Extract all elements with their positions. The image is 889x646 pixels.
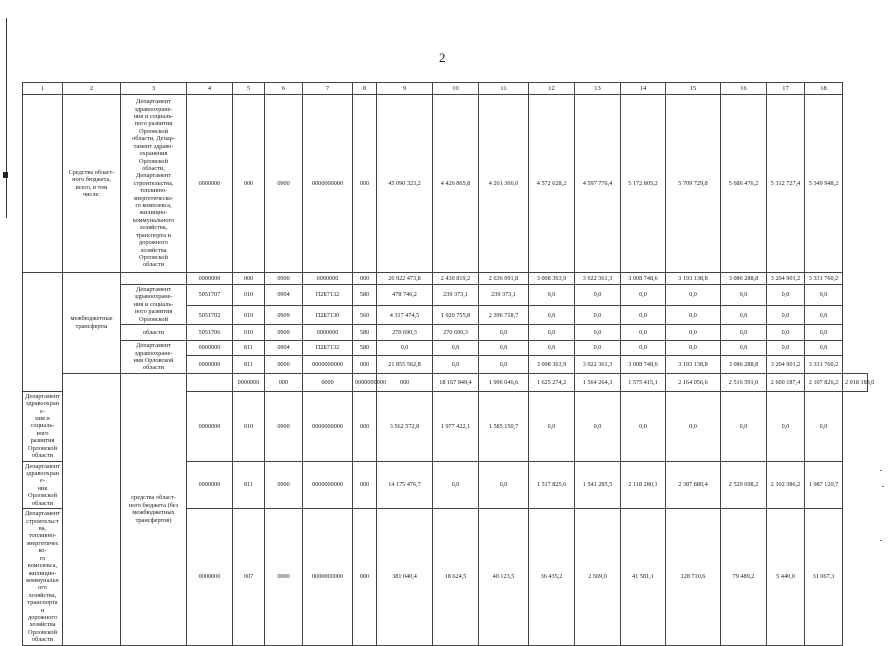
amount-cell: 2 118 280,1 [621, 461, 666, 509]
header-cell: 12 [529, 83, 575, 95]
amount-cell: 1 564 264,3 [575, 373, 621, 391]
code-cell: 0900 [265, 95, 303, 273]
amount-cell: 0,0 [666, 306, 721, 325]
code-cell: 0000000 [303, 325, 353, 341]
funding-source-cell: средства облаcт- ного бюджета (без межбюджетных трансфертов) [121, 373, 187, 645]
amount-cell: 0,0 [575, 306, 621, 325]
amount-cell: 4 426 865,8 [433, 95, 479, 273]
amount-cell: 3 008 748,6 [621, 356, 666, 374]
table-row [23, 273, 868, 285]
header-cell: 18 [805, 83, 843, 95]
amount-cell: 1 987 120,7 [805, 461, 843, 509]
code-cell: 0904 [265, 341, 303, 356]
code-cell: 000 [353, 391, 377, 461]
left-margin-mark [3, 172, 8, 178]
amount-cell: 0,0 [666, 341, 721, 356]
header-cell: 9 [377, 83, 433, 95]
amount-cell: 2 430 819,2 [433, 273, 479, 285]
amount-cell: 0,0 [529, 341, 575, 356]
amount-cell: 26 922 473,8 [377, 273, 433, 285]
amount-cell: 18 624,5 [433, 509, 479, 646]
amount-cell: 0,0 [529, 325, 575, 341]
amount-cell: 270 690,3 [433, 325, 479, 341]
header-cell: 8 [353, 83, 377, 95]
code-cell: 580 [353, 325, 377, 341]
header-cell: 6 [265, 83, 303, 95]
table-row [23, 373, 868, 391]
amount-cell: 2 102 386,2 [767, 461, 805, 509]
code-cell: 000 [233, 273, 265, 285]
amount-cell: 1 920 755,8 [433, 306, 479, 325]
header-cell: 15 [666, 83, 721, 95]
left-margin-line [6, 18, 7, 218]
amount-cell: 2 387 880,4 [666, 461, 721, 509]
amount-cell: 2 636 091,8 [479, 273, 529, 285]
amount-cell: 0,0 [621, 341, 666, 356]
amount-cell: 5 312 727,4 [767, 95, 805, 273]
amount-cell: 0,0 [377, 341, 433, 356]
amount-cell: 14 175 476,7 [377, 461, 433, 509]
code-cell: 0000000 [187, 341, 233, 356]
amount-cell: 1 517 825,6 [529, 461, 575, 509]
amount-cell: 21 855 562,8 [377, 356, 433, 374]
code-cell: 000 [233, 95, 265, 273]
amount-cell: 3 086 288,8 [721, 356, 767, 374]
code-cell: 5051706 [187, 325, 233, 341]
amount-cell: 4 317 474,5 [377, 306, 433, 325]
amount-cell: 1 575 415,1 [621, 373, 666, 391]
amount-cell: 0,0 [721, 325, 767, 341]
code-cell: 0904 [265, 285, 303, 306]
amount-cell: 0,0 [479, 461, 529, 509]
code-cell: 000 [377, 373, 433, 391]
amount-cell: 0,0 [721, 306, 767, 325]
executor-cell: Департамент здравоохране- ния и социаль- ного развития Орловской области [23, 391, 63, 461]
amount-cell: 0,0 [721, 391, 767, 461]
header-cell: 3 [121, 83, 187, 95]
amount-cell: 2 516 591,0 [721, 373, 767, 391]
amount-cell: 1 541 285,5 [575, 461, 621, 509]
executor-cell: Департамент строительства, топливно- энергетическо- го комплекса, жилищно- коммунального хозяйства, транспорта и дорожного хозяйства Орловской области [23, 509, 63, 646]
table-row [23, 95, 868, 273]
amount-cell: 45 090 323,2 [377, 95, 433, 273]
code-cell: 000 [353, 95, 377, 273]
amount-cell: 0,0 [805, 285, 843, 306]
code-cell: 811 [233, 461, 265, 509]
amount-cell: 1 977 422,1 [433, 391, 479, 461]
amount-cell: 3 193 138,8 [666, 356, 721, 374]
amount-cell: 0,0 [767, 325, 805, 341]
amount-cell: 3 008 363,9 [529, 356, 575, 374]
amount-cell: 381 040,4 [377, 509, 433, 646]
amount-cell: 2 569,0 [575, 509, 621, 646]
scan-speck [882, 486, 884, 487]
amount-cell: 0,0 [433, 356, 479, 374]
amount-cell: 2 520 698,2 [721, 461, 767, 509]
amount-cell: 0,0 [767, 391, 805, 461]
amount-cell: 3 204 901,2 [767, 356, 805, 374]
amount-cell: 79 489,2 [721, 509, 767, 646]
header-cell: 13 [575, 83, 621, 95]
amount-cell: 1 625 274,2 [529, 373, 575, 391]
executor-cell [187, 373, 233, 391]
amount-cell: 3 086 288,8 [721, 273, 767, 285]
scan-speck [880, 540, 882, 541]
header-cell: 5 [233, 83, 265, 95]
amount-cell: 0,0 [666, 285, 721, 306]
amount-cell: 0,0 [621, 285, 666, 306]
code-cell: 0000 [303, 373, 353, 391]
code-cell: 0000 [265, 509, 303, 646]
amount-cell: 5 709 729,8 [666, 95, 721, 273]
amount-cell: 478 746,2 [377, 285, 433, 306]
amount-cell: 5 349 948,2 [805, 95, 843, 273]
code-cell: 0900 [265, 273, 303, 285]
amount-cell: 0,0 [805, 325, 843, 341]
amount-cell: 3 204 901,2 [767, 273, 805, 285]
amount-cell: 239 373,1 [433, 285, 479, 306]
amount-cell: 0,0 [621, 306, 666, 325]
code-cell: 0909 [265, 306, 303, 325]
code-cell: 0000000000 [303, 391, 353, 461]
amount-cell: 40 123,5 [479, 509, 529, 646]
code-cell: 0000000 [233, 373, 265, 391]
amount-cell: 0,0 [721, 285, 767, 306]
code-cell: 0000000000 [303, 356, 353, 374]
amount-cell: 0,0 [621, 325, 666, 341]
executor-cell [121, 273, 187, 285]
amount-cell: 0,0 [575, 325, 621, 341]
header-cell: 4 [187, 83, 233, 95]
code-cell: 010 [233, 306, 265, 325]
header-cell: 17 [767, 83, 805, 95]
amount-cell: 4 597 776,4 [575, 95, 621, 273]
executor-cell: области [121, 325, 187, 341]
amount-cell: 3 331 760,2 [805, 356, 843, 374]
amount-cell: 3 008 363,9 [529, 273, 575, 285]
amount-cell: 0,0 [433, 461, 479, 509]
code-cell: 000 [353, 509, 377, 646]
amount-cell: 0,0 [805, 341, 843, 356]
code-cell: 0909 [265, 325, 303, 341]
amount-cell: 0,0 [767, 285, 805, 306]
page-number: 2 [439, 50, 446, 65]
code-cell: 010 [233, 285, 265, 306]
amount-cell: 0,0 [805, 391, 843, 461]
funding-source-cell: межбюджетные трансферты [63, 273, 121, 374]
amount-cell: 0,0 [805, 306, 843, 325]
amount-cell: 0,0 [575, 285, 621, 306]
amount-cell: 5 172 805,2 [621, 95, 666, 273]
code-cell: 000 [353, 273, 377, 285]
code-cell: 811 [233, 356, 265, 374]
amount-cell: 0,0 [575, 391, 621, 461]
executor-cell: Департамент здравоохране- ния и социаль- ного развития Орловской области, Депар- тамент здраво- охранения Орловской области, Департамент строительства, топливно- энергетическо- го комплекса, жилищно- коммунального хозяйства, транспорта и дорожного хозяйства Орловской области [121, 95, 187, 273]
amount-cell: 36 435,2 [529, 509, 575, 646]
code-cell: 0000000 [303, 273, 353, 285]
amount-cell: 0,0 [479, 341, 529, 356]
amount-cell: 0,0 [666, 325, 721, 341]
code-cell: 0000000000 [303, 509, 353, 646]
code-cell: 5051702 [187, 306, 233, 325]
amount-cell: 2 107 826,2 [805, 373, 843, 391]
header-cell: 7 [303, 83, 353, 95]
code-cell: 0000000 [187, 391, 233, 461]
amount-cell: 5 440,0 [767, 509, 805, 646]
executor-cell: Департамент здравоохране- ния Орловской области [121, 341, 187, 374]
code-cell: 5051707 [187, 285, 233, 306]
header-cell: 1 [23, 83, 63, 95]
amount-cell: 0,0 [529, 391, 575, 461]
code-cell: 560 [353, 306, 377, 325]
row-number-cell [63, 373, 121, 645]
amount-cell: 4 572 628,2 [529, 95, 575, 273]
amount-cell: 3 193 138,8 [666, 273, 721, 285]
amount-cell: 239 373,1 [479, 285, 529, 306]
amount-cell: 18 167 849,4 [433, 373, 479, 391]
table-row [23, 325, 868, 341]
code-cell: 010 [233, 325, 265, 341]
code-cell: П2Б7130 [303, 306, 353, 325]
code-cell: 0000000 [187, 356, 233, 374]
code-cell: 0000000 [187, 461, 233, 509]
header-cell: 14 [621, 83, 666, 95]
funding-source-cell: Средства област- ного бюджета, всего, в том числе: [63, 95, 121, 273]
amount-cell: 1 585 150,7 [479, 391, 529, 461]
code-cell: 010 [233, 391, 265, 461]
amount-cell: 2 018 188,0 [843, 373, 868, 391]
budget-table [22, 82, 875, 646]
header-row [23, 83, 868, 95]
amount-cell: 0,0 [433, 341, 479, 356]
code-cell: 0000 [265, 356, 303, 374]
executor-cell: Департамент здравоохране- ния и социаль- ного развития Орловской [121, 285, 187, 325]
code-cell: 580 [353, 341, 377, 356]
amount-cell: 4 261 366,0 [479, 95, 529, 273]
amount-cell: 0,0 [721, 341, 767, 356]
code-cell: 0000000 [187, 509, 233, 646]
amount-cell: 3 562 572,8 [377, 391, 433, 461]
amount-cell: 5 686 476,2 [721, 95, 767, 273]
amount-cell: 31 067,3 [805, 509, 843, 646]
code-cell: 0000000000 [353, 373, 377, 391]
row-number-cell [23, 95, 63, 273]
header-cell: 11 [479, 83, 529, 95]
amount-cell: 0,0 [529, 306, 575, 325]
table-row [23, 285, 868, 306]
header-cell: 2 [63, 83, 121, 95]
row-number-cell [23, 273, 63, 392]
amount-cell: 2 396 718,7 [479, 306, 529, 325]
amount-cell: 0,0 [479, 356, 529, 374]
amount-cell: 2 600 187,4 [767, 373, 805, 391]
code-cell: 0900 [265, 461, 303, 509]
amount-cell: 128 710,6 [666, 509, 721, 646]
code-cell: 811 [233, 341, 265, 356]
code-cell: 0000000000 [303, 461, 353, 509]
amount-cell: 3 008 748,6 [621, 273, 666, 285]
code-cell: 0000000000 [303, 95, 353, 273]
amount-cell: 3 022 361,3 [575, 273, 621, 285]
code-cell: 580 [353, 285, 377, 306]
header-cell: 10 [433, 83, 479, 95]
code-cell: 007 [233, 509, 265, 646]
amount-cell: 41 581,1 [621, 509, 666, 646]
table-row [23, 341, 868, 356]
executor-cell: Департамент здравоохране- ния Орловской области [23, 461, 63, 509]
code-cell: 000 [353, 356, 377, 374]
amount-cell: 2 164 056,6 [666, 373, 721, 391]
amount-cell: 0,0 [767, 306, 805, 325]
amount-cell: 0,0 [529, 285, 575, 306]
code-cell: П2Б7132 [303, 341, 353, 356]
amount-cell: 0,0 [479, 325, 529, 341]
amount-cell: 3 022 361,3 [575, 356, 621, 374]
header-cell: 16 [721, 83, 767, 95]
code-cell: 0900 [265, 391, 303, 461]
code-cell: 000 [265, 373, 303, 391]
scan-speck [880, 470, 882, 471]
amount-cell: 0,0 [621, 391, 666, 461]
code-cell: 0000000 [187, 273, 233, 285]
amount-cell: 0,0 [767, 341, 805, 356]
amount-cell: 3 331 760,2 [805, 273, 843, 285]
amount-cell: 1 996 046,6 [479, 373, 529, 391]
code-cell: 0000000 [187, 95, 233, 273]
amount-cell: 0,0 [575, 341, 621, 356]
amount-cell: 0,0 [666, 391, 721, 461]
amount-cell: 270 690,3 [377, 325, 433, 341]
code-cell: 000 [353, 461, 377, 509]
code-cell: П2Б7132 [303, 285, 353, 306]
